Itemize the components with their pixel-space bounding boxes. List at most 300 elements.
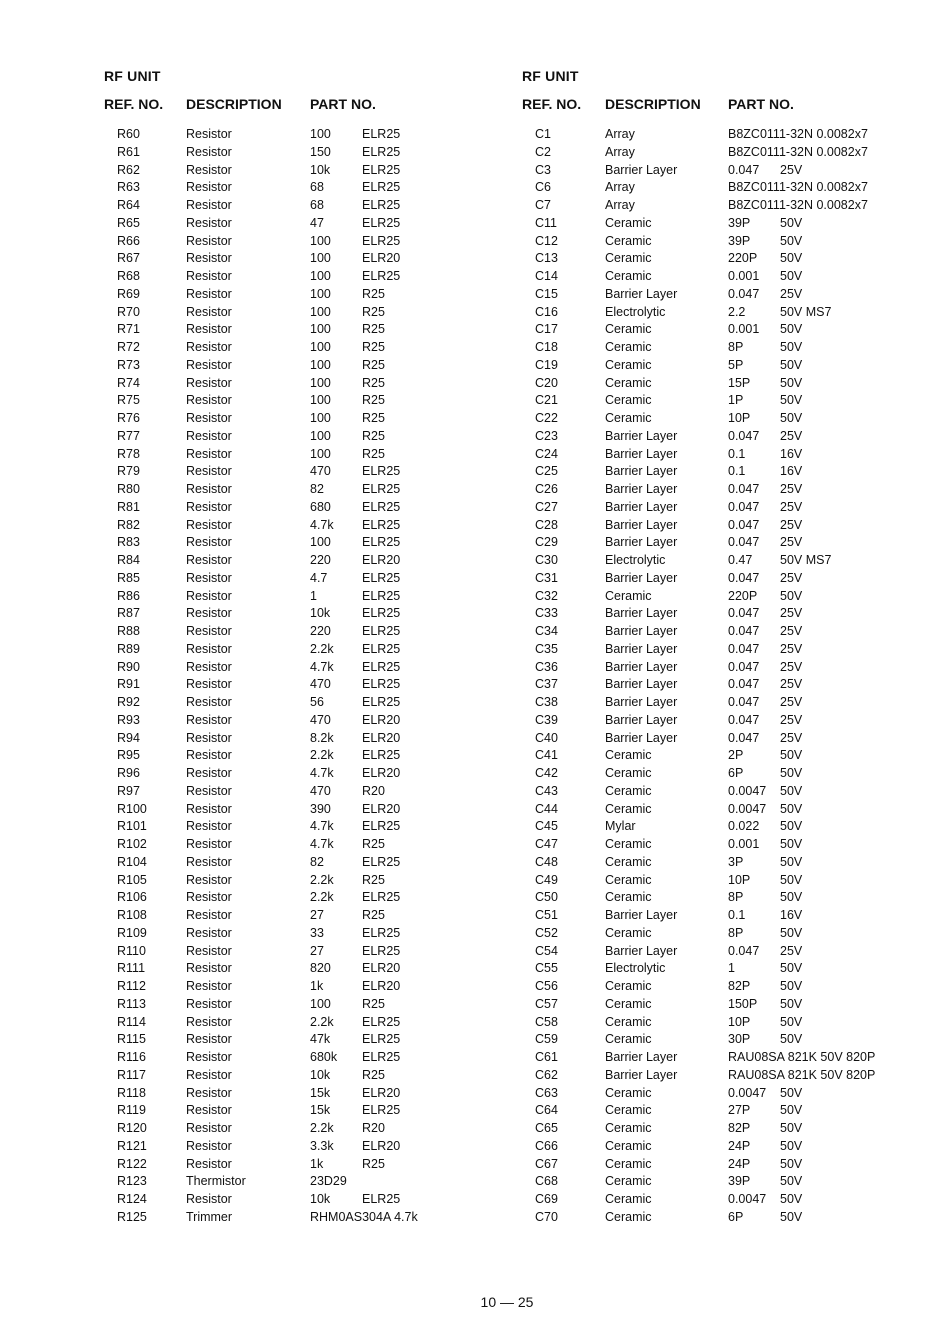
table-row [522, 1209, 942, 1227]
ref-no: C33 [535, 606, 558, 621]
table-row [104, 410, 504, 428]
table-row [522, 783, 942, 801]
part-type: ELR25 [362, 819, 401, 834]
part-type: ELR25 [362, 233, 401, 248]
description: Barrier Layer [605, 624, 678, 638]
part-value: 0.001 [728, 837, 760, 851]
part-type: R25 [362, 286, 385, 301]
table-row [522, 943, 942, 961]
description: Barrier Layer [605, 446, 678, 461]
table-row [522, 570, 942, 588]
part-value: 150P [728, 996, 758, 1011]
part-value: 8P [728, 925, 744, 940]
table-row [104, 357, 504, 375]
part-type: 25V [780, 659, 803, 674]
part-type: 25V [780, 535, 803, 550]
ref-no: R116 [117, 1050, 146, 1064]
ref-no: R118 [117, 1085, 146, 1100]
table-row [104, 996, 504, 1014]
table-row [104, 481, 504, 499]
ref-no: R123 [117, 1174, 147, 1189]
ref-no: R104 [117, 854, 147, 869]
part-type: R20 [362, 783, 385, 798]
ref-no: R62 [117, 162, 140, 177]
description: Thermistor [186, 1174, 246, 1189]
part-value: 0.047 [728, 943, 760, 958]
ref-no: R100 [117, 801, 147, 816]
part-value: 3.3k [310, 1138, 334, 1153]
description: Barrier Layer [605, 1050, 678, 1064]
table-row [522, 126, 942, 144]
description: Ceramic [605, 269, 652, 283]
description: Ceramic [605, 1156, 652, 1171]
part-value: 68 [310, 198, 324, 212]
description: Array [605, 180, 635, 195]
ref-no: C66 [535, 1138, 558, 1153]
description: Resistor [186, 304, 232, 319]
ref-no: C3 [535, 162, 551, 177]
table-row [522, 215, 942, 233]
ref-no: R95 [117, 748, 140, 763]
description: Resistor [186, 340, 232, 354]
description: Resistor [186, 553, 232, 567]
ref-no: C69 [535, 1192, 558, 1206]
table-row [104, 499, 504, 517]
description: Ceramic [605, 1138, 652, 1153]
part-value: 0.1 [728, 908, 746, 922]
description: Ceramic [605, 1121, 652, 1135]
part-value: 0.047 [728, 535, 760, 550]
table-row [522, 747, 942, 765]
part-type: 16V [780, 446, 803, 461]
description: Resistor [186, 925, 232, 940]
part-type: ELR25 [362, 695, 401, 709]
description: Barrier Layer [605, 499, 678, 514]
part-type: 25V [780, 943, 803, 958]
table-row [522, 960, 942, 978]
ref-no: R101 [117, 819, 147, 834]
part-type: ELR25 [362, 641, 401, 656]
part-value: 2.2k [310, 748, 334, 763]
part-value: 0.022 [728, 819, 760, 834]
part-value: 220P [728, 251, 758, 266]
ref-no: C63 [535, 1085, 558, 1100]
table-row [522, 357, 942, 375]
table-row [104, 428, 504, 446]
part-type: 25V [780, 712, 803, 727]
description: Resistor [186, 677, 232, 692]
header-description: DESCRIPTION [186, 96, 282, 112]
description: Resistor [186, 712, 232, 727]
part-type: ELR25 [362, 180, 401, 195]
description: Resistor [186, 996, 232, 1011]
description: Electrolytic [605, 961, 666, 976]
ref-no: R121 [117, 1138, 147, 1153]
part-value: 820 [310, 961, 331, 976]
part-type: 50V [780, 1014, 803, 1029]
part-value: 2.2k [310, 1014, 334, 1029]
table-row [522, 428, 942, 446]
description: Ceramic [605, 393, 652, 408]
description: Resistor [186, 233, 232, 248]
ref-no: C35 [535, 641, 558, 656]
table-row [522, 481, 942, 499]
part-type: 50V [780, 783, 803, 798]
part-type: 50V [780, 1156, 803, 1171]
ref-no: R109 [117, 925, 147, 940]
part-type: ELR25 [362, 943, 401, 958]
part-value: 10P [728, 872, 751, 887]
ref-no: C61 [535, 1050, 558, 1064]
description: Resistor [186, 162, 232, 177]
part-type: ELR25 [362, 1050, 401, 1064]
part-value: 0.0047 [728, 783, 767, 798]
part-type: ELR25 [362, 535, 401, 550]
description: Ceramic [605, 766, 652, 780]
part-type: ELR25 [362, 144, 401, 159]
table-row [104, 1014, 504, 1032]
ref-no: R61 [117, 144, 140, 159]
ref-no: R60 [117, 127, 140, 141]
header-ref-no: REF. NO. [104, 96, 164, 112]
part-value: 82 [310, 854, 324, 869]
part-value: 0.047 [728, 428, 760, 443]
description: Ceramic [605, 748, 652, 763]
part-type: ELR25 [362, 215, 401, 230]
table-row [522, 1173, 942, 1191]
part-type: ELR25 [362, 659, 401, 674]
table-row [104, 1156, 504, 1174]
table-row [104, 1138, 504, 1156]
description: Array [605, 127, 635, 141]
part-type: 50V [780, 961, 803, 976]
right-parts-column [522, 66, 942, 1227]
table-row [104, 978, 504, 996]
part-type: 25V [780, 606, 803, 621]
part-value: 0.047 [728, 641, 760, 656]
part-type: 50V [780, 854, 803, 869]
part-type: 50V [780, 979, 803, 993]
part-type: 50V [780, 766, 803, 780]
part-type: 50V [780, 837, 803, 851]
part-value: 0.047 [728, 482, 760, 496]
ref-no: R66 [117, 233, 140, 248]
description: Resistor [186, 695, 232, 709]
part-type: 50V [780, 411, 803, 425]
table-row [104, 889, 504, 907]
table-row [104, 712, 504, 730]
part-value: 0.047 [728, 695, 760, 709]
table-row [522, 1138, 942, 1156]
table-row [522, 197, 942, 215]
part-type: ELR25 [362, 588, 401, 603]
ref-no: R73 [117, 357, 140, 372]
description: Resistor [186, 1121, 232, 1135]
ref-no: C36 [535, 659, 558, 674]
ref-no: C20 [535, 375, 558, 390]
description: Ceramic [605, 925, 652, 940]
table-row [522, 730, 942, 748]
ref-no: R89 [117, 641, 140, 656]
ref-no: C27 [535, 499, 558, 514]
part-type: ELR20 [362, 1085, 401, 1100]
description: Resistor [186, 588, 232, 603]
description: Resistor [186, 144, 232, 159]
ref-no: C39 [535, 712, 558, 727]
table-row [104, 463, 504, 481]
part-type: ELR20 [362, 961, 401, 976]
part-type: 50V [780, 340, 803, 354]
part-value: 6P [728, 1209, 744, 1224]
description: Ceramic [605, 1085, 652, 1100]
part-value: 470 [310, 712, 331, 727]
table-row [522, 1156, 942, 1174]
description: Barrier Layer [605, 464, 678, 479]
part-value: 1P [728, 393, 744, 408]
description: Resistor [186, 766, 232, 780]
table-row [104, 233, 504, 251]
part-type: 50V [780, 215, 803, 230]
part-value: 3P [728, 854, 744, 869]
description: Resistor [186, 1156, 232, 1171]
table-row [522, 286, 942, 304]
table-row [104, 623, 504, 641]
description: Resistor [186, 783, 232, 798]
part-value: 30P [728, 1032, 751, 1047]
description: Trimmer [186, 1209, 233, 1224]
part-type: R25 [362, 446, 385, 461]
part-type: ELR25 [362, 464, 401, 479]
part-value: 220 [310, 553, 331, 567]
part-type: 50V [780, 251, 803, 266]
ref-no: R67 [117, 251, 140, 266]
ref-no: R87 [117, 606, 140, 621]
table-row [522, 907, 942, 925]
part-value: 0.0047 [728, 1192, 767, 1206]
ref-no: C32 [535, 588, 558, 603]
part-value: 100 [310, 233, 331, 248]
description: Resistor [186, 890, 232, 905]
part-type: 25V [780, 695, 803, 709]
unit-title: RF UNIT [104, 68, 161, 84]
ref-no: R110 [117, 943, 146, 958]
description: Ceramic [605, 1103, 652, 1118]
ref-no: R93 [117, 712, 140, 727]
part-value: 0.047 [728, 162, 760, 177]
part-value: 100 [310, 357, 331, 372]
part-value: 56 [310, 695, 324, 709]
ref-no: R78 [117, 446, 140, 461]
part-type: ELR25 [362, 677, 401, 692]
part-type: ELR25 [362, 499, 401, 514]
part-value: 150 [310, 144, 331, 159]
part-value: 6P [728, 766, 744, 780]
description: Barrier Layer [605, 286, 678, 301]
ref-no: C68 [535, 1174, 558, 1189]
table-row [104, 570, 504, 588]
description: Barrier Layer [605, 695, 678, 709]
table-row [522, 836, 942, 854]
ref-no: C18 [535, 340, 558, 354]
ref-no: R85 [117, 570, 140, 585]
table-row [104, 605, 504, 623]
ref-no: R92 [117, 695, 140, 709]
ref-no: R76 [117, 411, 140, 425]
table-row [104, 747, 504, 765]
part-type: R25 [362, 411, 385, 425]
part-type: ELR20 [362, 712, 401, 727]
part-type: ELR25 [362, 1192, 401, 1206]
description: Resistor [186, 464, 232, 479]
table-row [522, 694, 942, 712]
description: Ceramic [605, 411, 652, 425]
part-type: R25 [362, 872, 385, 887]
part-type: 50V [780, 819, 803, 834]
description: Ceramic [605, 340, 652, 354]
ref-no: C29 [535, 535, 558, 550]
part-value: 100 [310, 322, 331, 337]
part-value: 10k [310, 606, 331, 621]
part-type: ELR20 [362, 251, 401, 266]
part-value: 100 [310, 446, 331, 461]
description: Mylar [605, 819, 636, 834]
ref-no: C7 [535, 198, 551, 212]
ref-no: R106 [117, 890, 147, 905]
description: Array [605, 198, 635, 212]
part-type: 25V [780, 730, 803, 745]
part-type: 50V [780, 1209, 803, 1224]
description: Barrier Layer [605, 482, 678, 496]
part-type: 50V [780, 233, 803, 248]
table-row [522, 339, 942, 357]
table-row [522, 925, 942, 943]
table-row [104, 960, 504, 978]
part-type: 50V [780, 375, 803, 390]
description: Ceramic [605, 854, 652, 869]
table-row [104, 659, 504, 677]
part-value: 100 [310, 251, 331, 266]
table-row [104, 694, 504, 712]
ref-no: C50 [535, 890, 558, 905]
left-parts-column [104, 66, 504, 1227]
description: Barrier Layer [605, 943, 678, 958]
part-type: ELR25 [362, 517, 401, 532]
part-type: 50V MS7 [780, 304, 832, 319]
description: Ceramic [605, 357, 652, 372]
description: Ceramic [605, 979, 652, 993]
part-value: 4.7k [310, 517, 334, 532]
ref-no: C56 [535, 979, 558, 993]
table-header [522, 90, 942, 126]
description: Resistor [186, 375, 232, 390]
part-value: 1k [310, 1156, 324, 1171]
part-value: 10k [310, 1067, 331, 1082]
ref-no: C41 [535, 748, 558, 763]
table-row [104, 1031, 504, 1049]
description: Resistor [186, 624, 232, 638]
part-value: 0.047 [728, 286, 760, 301]
part-type: ELR25 [362, 1103, 401, 1118]
part-value: 68 [310, 180, 324, 195]
description: Barrier Layer [605, 535, 678, 550]
part-value: RAU08SA 821K 50V 820P [728, 1067, 876, 1082]
part-value: 100 [310, 127, 331, 141]
part-type: 50V [780, 925, 803, 940]
part-value: 0.047 [728, 499, 760, 514]
part-type: ELR25 [362, 198, 401, 212]
part-type: 50V [780, 269, 803, 283]
description: Ceramic [605, 375, 652, 390]
description: Ceramic [605, 251, 652, 266]
part-type: R25 [362, 375, 385, 390]
ref-no: R84 [117, 553, 140, 567]
part-value: 24P [728, 1156, 751, 1171]
description: Resistor [186, 801, 232, 816]
description: Ceramic [605, 322, 652, 337]
ref-no: R71 [117, 322, 140, 337]
page-number: 10 — 25 [480, 1294, 534, 1310]
description: Resistor [186, 286, 232, 301]
ref-no: R79 [117, 464, 140, 479]
table-row [522, 605, 942, 623]
table-row [104, 1102, 504, 1120]
table-row [522, 818, 942, 836]
ref-no: C19 [535, 357, 558, 372]
description: Barrier Layer [605, 908, 678, 922]
table-row [522, 304, 942, 322]
header-description: DESCRIPTION [605, 96, 701, 112]
ref-no: R68 [117, 269, 140, 283]
description: Barrier Layer [605, 641, 678, 656]
part-value: 2.2 [728, 304, 746, 319]
part-value: 0.047 [728, 730, 760, 745]
part-type: 25V [780, 286, 803, 301]
ref-no: R113 [117, 996, 146, 1011]
description: Ceramic [605, 801, 652, 816]
part-value: B8ZC0111-32N 0.0082x7 [728, 198, 868, 212]
ref-no: R122 [117, 1156, 147, 1171]
ref-no: C14 [535, 269, 558, 283]
description: Electrolytic [605, 304, 666, 319]
part-value: 15P [728, 375, 751, 390]
description: Resistor [186, 322, 232, 337]
table-row [104, 534, 504, 552]
part-value: 0.047 [728, 677, 760, 692]
ref-no: C55 [535, 961, 558, 976]
part-value: 15k [310, 1085, 331, 1100]
description: Array [605, 144, 635, 159]
description: Resistor [186, 570, 232, 585]
table-row [104, 375, 504, 393]
table-row [522, 499, 942, 517]
table-row [522, 375, 942, 393]
part-value: B8ZC0111-32N 0.0082x7 [728, 180, 868, 195]
ref-no: C45 [535, 819, 558, 834]
description: Resistor [186, 1014, 232, 1029]
part-type: 50V [780, 1032, 803, 1047]
description: Resistor [186, 251, 232, 266]
part-type: 50V [780, 1085, 803, 1100]
ref-no: C65 [535, 1121, 558, 1135]
description: Ceramic [605, 1174, 652, 1189]
part-type: ELR25 [362, 624, 401, 638]
part-type: ELR20 [362, 553, 401, 567]
description: Resistor [186, 535, 232, 550]
part-value: RAU08SA 821K 50V 820P [728, 1050, 876, 1064]
description: Resistor [186, 1032, 232, 1047]
table-row [522, 712, 942, 730]
part-type: 25V [780, 677, 803, 692]
